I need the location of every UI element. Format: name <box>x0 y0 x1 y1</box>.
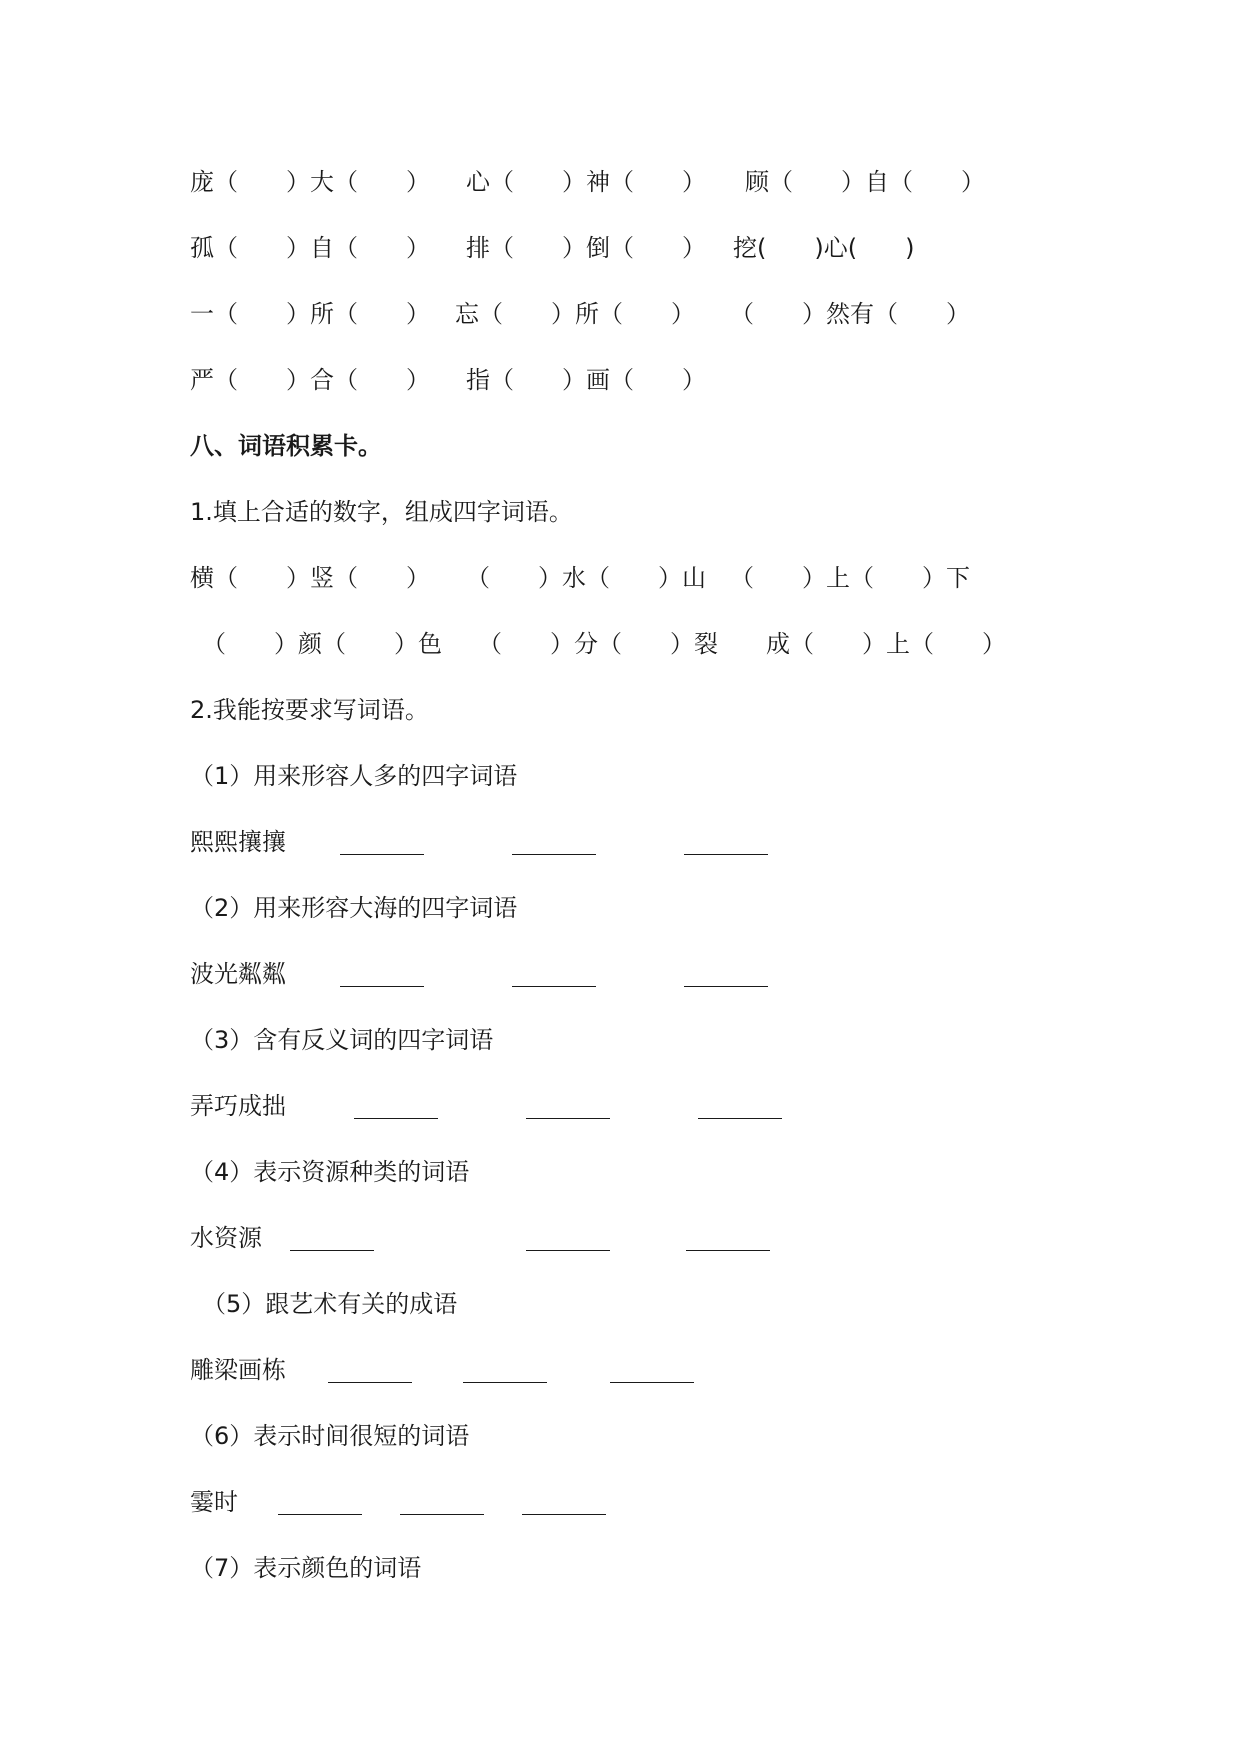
sub-question-text: （4）表示资源种类的词语 <box>190 1158 470 1186</box>
sub-question-text: （6）表示时间很短的词语 <box>190 1422 470 1450</box>
section-heading <box>0 426 382 466</box>
sub-question-label <box>0 888 518 928</box>
answer-blank[interactable] <box>354 1118 438 1119</box>
answer-blank[interactable] <box>278 1514 362 1515</box>
answer-blank[interactable] <box>684 854 768 855</box>
idiom-item: 一（ ）所（ ） <box>190 300 430 328</box>
answer-blank[interactable] <box>522 1514 606 1515</box>
sub-question-text: （3）含有反义词的四字词语 <box>190 1026 494 1054</box>
answer-blank[interactable] <box>340 854 424 855</box>
idiom-item: （ ）分（ ）裂 <box>478 630 718 658</box>
idiom-item: 横（ ）竖（ ） <box>190 564 430 592</box>
answer-blank[interactable] <box>686 1250 770 1251</box>
answer-blank[interactable] <box>698 1118 782 1119</box>
answer-row <box>0 1482 238 1522</box>
idiom-item: 心（ ）神（ ） <box>466 168 706 196</box>
sub-question-label <box>0 1548 422 1588</box>
sub-question-label <box>0 1416 470 1456</box>
sub-question-label <box>0 1152 470 1192</box>
idiom-item: 孤（ ）自（ ） <box>190 234 430 262</box>
answer-blank[interactable] <box>526 1118 610 1119</box>
idiom-item: 成（ ）上（ ） <box>766 630 1006 658</box>
number-idiom-row <box>0 558 970 598</box>
sub-question-text: （2）用来形容大海的四字词语 <box>190 894 518 922</box>
idiom-item: 顾（ ）自（ ） <box>745 168 985 196</box>
answer-blank[interactable] <box>290 1250 374 1251</box>
answer-row <box>0 1350 286 1390</box>
answer-row <box>0 1218 262 1258</box>
idiom-item: 挖( )心( ) <box>733 234 915 262</box>
example-word: 水资源 <box>190 1224 262 1252</box>
sub-question-text: （7）表示颜色的词语 <box>190 1554 422 1582</box>
example-word: 熙熙攘攘 <box>190 828 286 856</box>
idiom-item: （ ）然有（ ） <box>730 300 970 328</box>
answer-row <box>0 822 286 862</box>
idiom-item: 忘（ ）所（ ） <box>455 300 695 328</box>
answer-blank[interactable] <box>328 1382 412 1383</box>
answer-blank[interactable] <box>512 854 596 855</box>
idiom-item: （ ）水（ ）山 <box>466 564 706 592</box>
answer-row <box>0 1086 286 1126</box>
sub-question-text: （5）跟艺术有关的成语 <box>202 1290 458 1318</box>
idiom-item: 严（ ）合（ ） <box>190 366 430 394</box>
sub-question-text: （1）用来形容人多的四字词语 <box>190 762 518 790</box>
answer-row <box>0 954 286 994</box>
example-word: 霎时 <box>190 1488 238 1516</box>
answer-blank[interactable] <box>610 1382 694 1383</box>
question-prompt-text: 1.填上合适的数字，组成四字词语。 <box>190 498 573 526</box>
answer-blank[interactable] <box>526 1250 610 1251</box>
answer-blank[interactable] <box>512 986 596 987</box>
example-word: 雕梁画栋 <box>190 1356 286 1384</box>
idiom-row <box>0 294 970 334</box>
answer-blank[interactable] <box>463 1382 547 1383</box>
example-word: 弄巧成拙 <box>190 1092 286 1120</box>
question-prompt-text: 2.我能按要求写词语。 <box>190 696 429 724</box>
example-word: 波光粼粼 <box>190 960 286 988</box>
number-idiom-row <box>0 624 1006 664</box>
idiom-item: （ ）颜（ ）色 <box>202 630 442 658</box>
sub-question-label <box>0 756 518 796</box>
idiom-row <box>0 228 915 268</box>
answer-blank[interactable] <box>684 986 768 987</box>
idiom-item: （ ）上（ ）下 <box>730 564 970 592</box>
question-prompt <box>0 690 429 730</box>
idiom-row <box>0 360 706 400</box>
answer-blank[interactable] <box>400 1514 484 1515</box>
sub-question-label <box>0 1020 494 1060</box>
section-heading-text: 八、词语积累卡。 <box>190 432 382 460</box>
idiom-row <box>0 162 985 202</box>
answer-blank[interactable] <box>340 986 424 987</box>
sub-question-label <box>0 1284 458 1324</box>
question-prompt <box>0 492 573 532</box>
idiom-item: 指（ ）画（ ） <box>466 366 706 394</box>
idiom-item: 排（ ）倒（ ） <box>466 234 706 262</box>
idiom-item: 庞（ ）大（ ） <box>190 168 430 196</box>
